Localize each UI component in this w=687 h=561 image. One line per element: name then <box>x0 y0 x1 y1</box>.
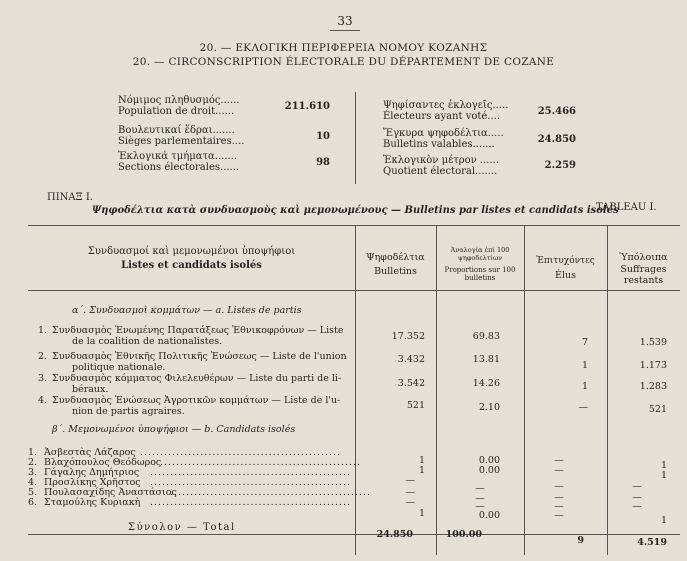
party-row-line2: politique nationale. <box>72 362 166 373</box>
isolated-row-number: 2. <box>28 457 38 468</box>
header-bottom-rule <box>28 290 680 291</box>
party-row-elus: — <box>578 402 588 413</box>
party-row-line1: Συνδυασμὸς Ἑνώσεως Ἀγροτικῶν κομμάτων — Liste de l'u- <box>52 395 341 406</box>
isolated-row-elus: — <box>554 492 564 503</box>
summary-right-2-gr: Ἔγκυρα ψηφοδέλτια..... <box>383 128 504 139</box>
isolated-row-restants: 1 <box>660 470 667 481</box>
summary-left-1-value: 211.610 <box>284 101 330 112</box>
isolated-row-name: Προσλίκης Χρῆστος <box>44 477 141 488</box>
party-row-bulletins: 521 <box>406 400 425 411</box>
header-col5-fr: Suffrages restants <box>620 264 667 286</box>
isolated-row-prop: 0.00 <box>478 510 500 521</box>
party-row-number: 2. <box>38 351 48 362</box>
isolated-row-dots: .................................................. <box>170 487 371 498</box>
header-col3-gr: Ἀναλογία ἐπὶ 100 ψηφοδελτίων <box>450 246 510 262</box>
summary-left-3-value: 98 <box>316 157 330 168</box>
isolated-row-prop: — <box>475 493 485 504</box>
page-number-rule <box>330 30 360 31</box>
isolated-row-number: 3. <box>28 467 38 478</box>
summary-left-2-gr: Βουλευτικαί ἕδραι....... <box>118 125 235 136</box>
party-row-bulletins: 17.352 <box>391 331 425 342</box>
isolated-row-dots: .................................................. <box>150 467 351 478</box>
header-col2-fr: Bulletins <box>374 266 417 277</box>
isolated-row-dots: .................................................. <box>150 497 351 508</box>
summary-right-3-value: 2.259 <box>544 160 576 171</box>
total-prop: 100.00 <box>445 529 482 540</box>
isolated-row-bulletins: — <box>405 475 415 486</box>
party-row-elus: 7 <box>581 337 588 348</box>
isolated-row-bulletins: 1 <box>418 455 425 466</box>
isolated-row-prop: — <box>475 483 485 494</box>
header-col1-gr: Συνδυασμοί καὶ μεμονωμένοι ὑποψήφιοι <box>87 246 296 257</box>
summary-left-3-gr: Ἐκλογικά τμήματα....... <box>118 151 238 162</box>
party-row-line2: nion de partis agraires. <box>72 406 185 417</box>
party-row-line2: béraux. <box>72 384 109 395</box>
isolated-row-prop: 0.00 <box>478 465 500 476</box>
isolated-row-bulletins: 1 <box>418 508 425 519</box>
section-b-heading: β΄. Μεμονωμένοι ὑποψήφιοι — b. Candidats isolés <box>52 424 296 435</box>
isolated-row-number: 4. <box>28 477 38 488</box>
isolated-row-restants: — <box>632 501 642 512</box>
header-col1-fr: Listes et candidats isolés <box>121 260 262 271</box>
isolated-row-bulletins: 1 <box>418 465 425 476</box>
total-bulletins: 24.850 <box>376 529 413 540</box>
isolated-row-number: 6. <box>28 497 38 508</box>
party-row-restants: 1.173 <box>639 360 667 371</box>
summary-left-2-value: 10 <box>316 131 330 142</box>
isolated-row-restants: — <box>632 481 642 492</box>
summary-right-2-fr: Bulletins valables....... <box>383 139 495 150</box>
party-row-line1: Συνδυασμὸς Ἐνωμένης Παρατάξεως Ἐθνικοφρόνων — Liste <box>52 325 344 336</box>
isolated-row-elus: — <box>554 465 564 476</box>
party-row-restants: 1.539 <box>639 337 667 348</box>
isolated-row-number: 1. <box>28 447 38 458</box>
isolated-row-name: Βλαχόπουλος Θεόδωρος <box>44 457 162 468</box>
total-label: Σύνολον — Total <box>128 522 236 533</box>
title-greek: 20. — ΕΚΛΟΓΙΚΗ ΠΕΡΙΦΕΡΕΙΑ ΝΟΜΟΥ ΚΟΖΑΝΗΣ <box>199 42 488 54</box>
isolated-row-name: Ἀσβεστὰς Λάζαρος <box>44 447 136 458</box>
isolated-row-dots: .................................................. <box>160 457 361 468</box>
party-row-elus: 1 <box>581 381 588 392</box>
isolated-row-name: Σταμούλης Κυριακὴ <box>44 497 141 508</box>
isolated-row-elus: — <box>554 501 564 512</box>
table-caption: Ψηφοδέλτια κατὰ συνδυασμοὺς καὶ μεμονωμένους — Bulletins par listes et candidats isolés <box>92 205 619 216</box>
table-label-gr: ΠΙΝΑΞ I. <box>47 192 93 203</box>
header-col5-gr: Ὑπόλοιπα <box>619 252 668 263</box>
summary-right-3-gr: Ἐκλογικὸν μέτρον ...... <box>383 155 500 166</box>
summary-left-3-fr: Sections électorales...... <box>118 162 240 173</box>
summary-left-1-fr: Population de droit...... <box>118 106 235 117</box>
party-row-restants: 1.283 <box>639 381 667 392</box>
party-row-prop: 13.81 <box>472 354 500 365</box>
header-col4-fr: Élus <box>555 270 576 281</box>
header-col2-gr: Ψηφοδέλτια <box>366 252 425 263</box>
party-row-prop: 2.10 <box>478 402 500 413</box>
title-french: 20. — CIRCONSCRIPTION ÉLECTORALE DU DÉPARTEMENT DE COZANE <box>132 56 555 68</box>
party-row-number: 1. <box>38 325 48 336</box>
party-row-restants: 521 <box>648 404 667 415</box>
isolated-row-name: Πουλασαχίδης Ἀναστάσιος <box>44 487 177 498</box>
summary-left-1-gr: Νόμιμος πληθυσμός...... <box>118 95 240 106</box>
isolated-row-bulletins: — <box>405 497 415 508</box>
page-number: 33 <box>337 14 353 28</box>
party-row-number: 4. <box>38 395 48 406</box>
party-row-line1: Συνδυασμὸς κόμματος Φιλελευθέρων — Liste du parti de li- <box>52 373 342 384</box>
isolated-row-restants: 1 <box>660 460 667 471</box>
header-col3-fr: Proportions sur 100 bulletins <box>444 266 516 282</box>
summary-left-2-fr: Sièges parlementaires.... <box>118 136 245 147</box>
party-row-bulletins: 3.542 <box>397 378 425 389</box>
isolated-row-elus: — <box>554 481 564 492</box>
isolated-row-number: 5. <box>28 487 38 498</box>
party-row-prop: 69.83 <box>472 331 500 342</box>
summary-right-1-fr: Électeurs ayant voté.... <box>383 111 501 122</box>
header-col4-gr: Ἐπιτυχόντες <box>536 256 595 266</box>
total-elus: 9 <box>577 535 584 546</box>
summary-right-2-value: 24.850 <box>537 134 576 145</box>
isolated-row-dots: .................................................. <box>140 447 341 458</box>
party-row-prop: 14.26 <box>472 378 500 389</box>
party-row-number: 3. <box>38 373 48 384</box>
isolated-row-dots: .................................................. <box>150 477 351 488</box>
isolated-row-prop: 0.00 <box>478 455 500 466</box>
party-row-line2: de la coalition de nationalistes. <box>72 336 223 347</box>
party-row-elus: 1 <box>581 360 588 371</box>
section-a-heading: α΄. Συνδυασμοὶ κομμάτων — a. Listes de partis <box>72 305 302 316</box>
summary-divider <box>355 92 356 184</box>
isolated-row-elus: — <box>554 510 564 521</box>
table-label-fr: TABLEAU I. <box>596 202 657 213</box>
party-row-bulletins: 3.432 <box>397 354 425 365</box>
summary-right-1-gr: Ψηφίσαντες ἐκλογεῖς..... <box>383 100 509 111</box>
party-row-line1: Συνδυασμὸς Ἐθνικῆς Πολιτικῆς Ἑνώσεως — Liste de l'union <box>52 351 347 362</box>
isolated-row-bulletins: — <box>405 487 415 498</box>
isolated-row-restants: — <box>632 492 642 503</box>
isolated-row-name: Γάγαλης Δημήτριος <box>44 467 140 478</box>
isolated-row-restants: 1 <box>660 515 667 526</box>
summary-right-3-fr: Quotient électoral....... <box>383 166 498 177</box>
isolated-row-prop: — <box>475 501 485 512</box>
isolated-row-elus: — <box>554 455 564 466</box>
table-top-rule <box>28 225 680 226</box>
summary-right-1-value: 25.466 <box>537 106 576 117</box>
total-restants: 4.519 <box>637 537 667 548</box>
